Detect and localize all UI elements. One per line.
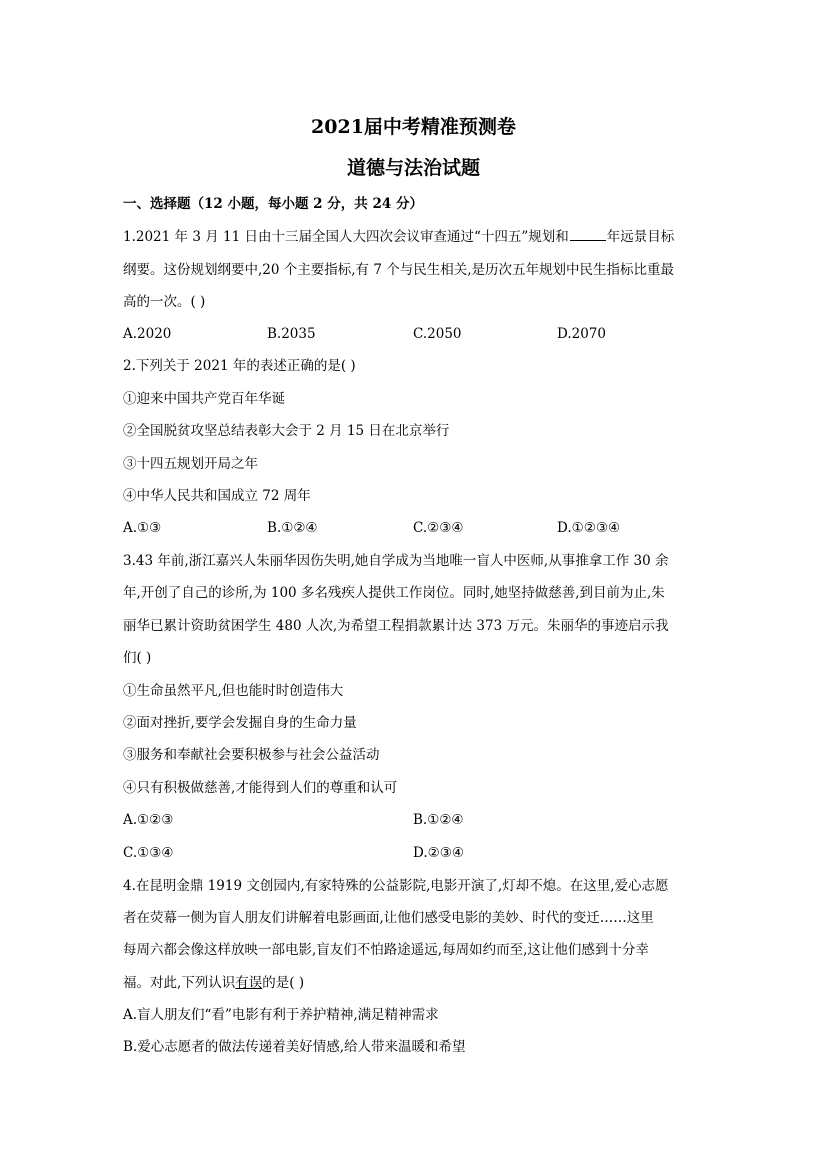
option-b: B.爱心志愿者的做法传递着美好情感,给人带来温暖和希望 [123,1039,466,1055]
section-heading: 一、选择题（12 小题，每小题 2 分，共 24 分） [123,196,423,212]
statement: ②面对挫折,要学会发掘自身的生命力量 [123,715,357,731]
option-a: A.2020 [123,326,172,342]
question-2-stem: 2.下列关于 2021 年的表述正确的是( ) [123,358,356,374]
statement: ④只有积极做慈善,才能得到人们的尊重和认可 [123,780,398,796]
question-4-line-2: 者在荧幕一侧为盲人朋友们讲解着电影画面,让他们感受电影的美妙、时代的变迁……这里 [123,910,654,926]
statement: ④中华人民共和国成立 72 周年 [123,488,311,504]
option-c: C.②③④ [413,520,464,536]
statement: ①生命虽然平凡,但也能时时创造伟大 [123,683,344,699]
question-1-line-3: 高的一次。( ) [123,294,206,310]
option-a: A.①③ [123,520,162,536]
answer-blank [570,228,606,241]
option-b: B.①②④ [267,520,318,536]
option-a: A.盲人朋友们“看”电影有利于养护精神,满足精神需求 [123,1007,439,1023]
option-d: D.2070 [557,326,606,342]
question-1-line-1: 1.2021 年 3 月 11 日由十三届全国人大四次会议审查通过“十四五”规划和 年远景目标 [123,229,675,245]
option-c: C.①③④ [123,845,174,861]
question-3-line-4: 们( ) [123,650,152,666]
exam-subtitle: 道德与法治试题 [346,157,480,179]
option-a: A.①②③ [123,812,174,828]
statement: ②全国脱贫攻坚总结表彰大会于 2 月 15 日在北京举行 [123,423,450,439]
option-d: D.①②③④ [557,520,621,536]
question-1-line-2: 纲要。这份规划纲要中,20 个主要指标,有 7 个与民生相关,是历次五年规划中民生指标比重最 [123,262,675,278]
exam-title: 2021届中考精准预测卷 [311,116,516,138]
question-3-line-2: 年,开创了自己的诊所,为 100 多名残疾人提供工作岗位。同时,她坚持做慈善,到目前为止,朱 [123,585,665,601]
statement: ③服务和奉献社会要积极参与社会公益活动 [123,747,380,763]
question-4-line-1: 4.在昆明金鼎 1919 文创园内,有家特殊的公益影院,电影开演了,灯却不熄。在这里,爱心志愿 [123,878,669,894]
question-4-line-3: 每周六都会像这样放映一部电影,盲友们不怕路途遥远,每周如约而至,这让他们感到十分幸 [123,942,649,958]
question-3-line-1: 3.43 年前,浙江嘉兴人朱丽华因伤失明,她自学成为当地唯一盲人中医师,从事推拿工作 30 余 [123,553,669,569]
question-3-line-3: 丽华已累计资助贫困学生 480 人次,为希望工程捐款累计达 373 万元。朱丽华的事迹启示我 [123,618,669,634]
statement: ①迎来中国共产党百年华诞 [123,391,285,407]
option-d: D.②③④ [413,845,464,861]
question-4-line-4: 福。对此,下列认识有误的是( ) [123,975,305,991]
statement: ③十四五规划开局之年 [123,456,258,472]
option-b: B.2035 [267,326,316,342]
option-b: B.①②④ [413,812,464,828]
emphasis-underline: 有误 [235,975,263,991]
option-c: C.2050 [413,326,462,342]
